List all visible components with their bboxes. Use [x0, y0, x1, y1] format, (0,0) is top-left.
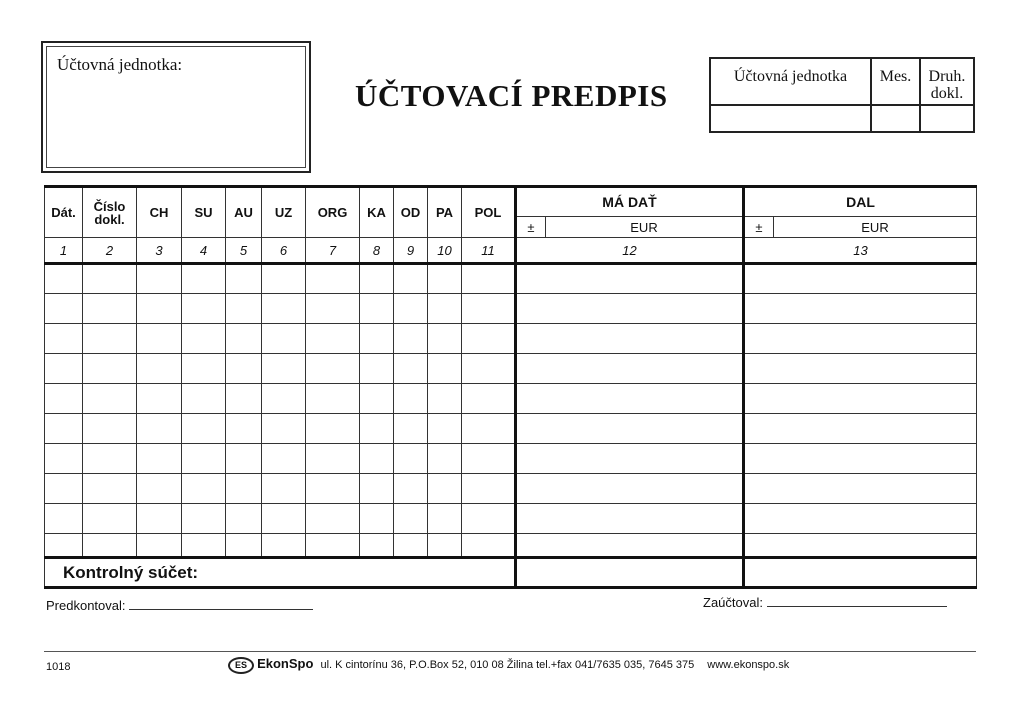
entry-cell[interactable] [394, 414, 428, 444]
entry-cell[interactable] [137, 264, 182, 294]
table-row [45, 414, 977, 444]
entry-cell[interactable] [428, 534, 462, 558]
table-row [45, 444, 977, 474]
unit-box-label: Účtovná jednotka: [57, 55, 183, 74]
header-table [709, 57, 975, 133]
signature-left-label: Predkontoval: [46, 598, 126, 613]
col-num-3: 3 [137, 238, 182, 264]
header-unit-label: Účtovná jednotka [710, 58, 871, 105]
entry-cell[interactable] [83, 474, 137, 504]
credit-currency: EUR [774, 217, 977, 238]
entry-cell[interactable] [83, 414, 137, 444]
entry-cell[interactable] [360, 444, 394, 474]
table-row [45, 294, 977, 324]
col-header-ka: KA [360, 187, 394, 238]
table-row [45, 324, 977, 354]
entry-cell[interactable] [306, 444, 360, 474]
entry-cell[interactable] [45, 384, 83, 414]
signature-right [703, 594, 947, 610]
col-num-1: 1 [45, 238, 83, 264]
entry-credit-cell[interactable] [744, 504, 977, 534]
col-header-pa: PA [428, 187, 462, 238]
control-sum-text: Kontrolný súčet: [63, 562, 199, 582]
entry-cell[interactable] [45, 324, 83, 354]
entry-credit-cell[interactable] [744, 444, 977, 474]
entry-cell[interactable] [306, 324, 360, 354]
entry-cell[interactable] [226, 384, 262, 414]
entry-cell[interactable] [262, 444, 306, 474]
entry-cell[interactable] [306, 294, 360, 324]
table-row [45, 534, 977, 558]
entry-credit-cell[interactable] [744, 414, 977, 444]
entry-cell[interactable] [83, 354, 137, 384]
header-month-field[interactable] [871, 105, 920, 132]
entry-credit-cell[interactable] [744, 324, 977, 354]
table-row [45, 264, 977, 294]
entry-debit-cell[interactable] [516, 414, 744, 444]
entry-cell[interactable] [83, 294, 137, 324]
entry-credit-cell[interactable] [744, 474, 977, 504]
entry-cell[interactable] [226, 264, 262, 294]
entry-cell[interactable] [262, 534, 306, 558]
entry-cell[interactable] [306, 504, 360, 534]
entry-cell[interactable] [45, 444, 83, 474]
entry-cell[interactable] [462, 264, 516, 294]
entry-cell[interactable] [83, 384, 137, 414]
entry-cell[interactable] [83, 264, 137, 294]
entry-cell[interactable] [182, 354, 226, 384]
entry-cell[interactable] [262, 354, 306, 384]
entry-cell[interactable] [394, 384, 428, 414]
entry-cell[interactable] [137, 534, 182, 558]
entry-cell[interactable] [262, 384, 306, 414]
entry-cell[interactable] [182, 294, 226, 324]
form-code: 1018 [46, 661, 71, 673]
entry-cell[interactable] [45, 534, 83, 558]
unit-box-frame [46, 46, 306, 168]
entry-cell[interactable] [262, 474, 306, 504]
entry-cell[interactable] [306, 264, 360, 294]
entry-cell[interactable] [226, 294, 262, 324]
entry-cell[interactable] [428, 294, 462, 324]
col-num-4: 4 [182, 238, 226, 264]
col-num-11: 11 [462, 238, 516, 264]
table-row [45, 504, 977, 534]
col-header-date: Dát. [45, 187, 83, 238]
debit-currency: EUR [546, 217, 744, 238]
entry-cell[interactable] [182, 534, 226, 558]
entry-cell[interactable] [45, 354, 83, 384]
entry-cell[interactable] [462, 534, 516, 558]
col-header-uz: UZ [262, 187, 306, 238]
col-num-2: 2 [83, 238, 137, 264]
entry-cell[interactable] [182, 504, 226, 534]
entry-cell[interactable] [428, 324, 462, 354]
entry-cell[interactable] [262, 324, 306, 354]
entry-cell[interactable] [428, 384, 462, 414]
entry-cell[interactable] [394, 444, 428, 474]
entry-cell[interactable] [360, 414, 394, 444]
entry-cell[interactable] [462, 324, 516, 354]
col-header-debit: MÁ DAŤ [516, 187, 744, 217]
col-num-6: 6 [262, 238, 306, 264]
entry-cell[interactable] [83, 324, 137, 354]
entry-cell[interactable] [394, 264, 428, 294]
entry-cell[interactable] [462, 444, 516, 474]
entry-cell[interactable] [262, 414, 306, 444]
header-unit-field[interactable] [710, 105, 871, 132]
entry-cell[interactable] [182, 414, 226, 444]
entry-cell[interactable] [137, 354, 182, 384]
entry-cell[interactable] [360, 534, 394, 558]
entry-cell[interactable] [45, 504, 83, 534]
col-header-pol: POL [462, 187, 516, 238]
control-sum-credit[interactable] [744, 558, 977, 588]
entry-cell[interactable] [137, 294, 182, 324]
entry-cell[interactable] [360, 354, 394, 384]
entry-cell[interactable] [462, 354, 516, 384]
entry-cell[interactable] [226, 354, 262, 384]
entry-cell[interactable] [226, 504, 262, 534]
col-header-au: AU [226, 187, 262, 238]
entry-cell[interactable] [226, 534, 262, 558]
entry-debit-cell[interactable] [516, 474, 744, 504]
entry-cell[interactable] [428, 504, 462, 534]
entry-cell[interactable] [182, 264, 226, 294]
entry-cell[interactable] [45, 294, 83, 324]
entry-cell[interactable] [45, 474, 83, 504]
entry-cell[interactable] [306, 384, 360, 414]
entry-cell[interactable] [83, 504, 137, 534]
debit-sign: ± [516, 217, 546, 238]
entry-cell[interactable] [394, 354, 428, 384]
entry-credit-cell[interactable] [744, 384, 977, 414]
col-header-org: ORG [306, 187, 360, 238]
entry-rows [45, 264, 977, 558]
col-num-9: 9 [394, 238, 428, 264]
entry-cell[interactable] [137, 444, 182, 474]
entry-cell[interactable] [182, 474, 226, 504]
entry-cell[interactable] [428, 474, 462, 504]
entry-cell[interactable] [360, 264, 394, 294]
entry-debit-cell[interactable] [516, 444, 744, 474]
entry-cell[interactable] [306, 414, 360, 444]
col-num-8: 8 [360, 238, 394, 264]
entry-debit-cell[interactable] [516, 354, 744, 384]
control-sum-debit[interactable] [516, 558, 744, 588]
footer-divider [44, 651, 976, 652]
signature-right-line[interactable] [767, 594, 947, 607]
entry-cell[interactable] [428, 354, 462, 384]
entry-cell[interactable] [462, 474, 516, 504]
entry-cell[interactable] [262, 504, 306, 534]
entry-cell[interactable] [394, 294, 428, 324]
entry-cell[interactable] [360, 294, 394, 324]
signature-left [46, 597, 313, 613]
ekonspo-logo-icon: ES [228, 657, 254, 674]
entry-cell[interactable] [137, 324, 182, 354]
entry-cell[interactable] [360, 384, 394, 414]
entry-cell[interactable] [137, 504, 182, 534]
signature-left-line[interactable] [129, 597, 313, 610]
entry-cell[interactable] [262, 294, 306, 324]
entry-cell[interactable] [306, 474, 360, 504]
entry-cell[interactable] [462, 504, 516, 534]
entry-debit-cell[interactable] [516, 264, 744, 294]
entry-cell[interactable] [137, 474, 182, 504]
entry-cell[interactable] [306, 534, 360, 558]
entry-cell[interactable] [360, 324, 394, 354]
entry-cell[interactable] [182, 324, 226, 354]
col-num-7: 7 [306, 238, 360, 264]
col-header-od: OD [394, 187, 428, 238]
col-header-credit: DAL [744, 187, 977, 217]
footer-info [228, 656, 789, 674]
col-num-12: 12 [516, 238, 744, 264]
company-address: ul. K cintorínu 36, P.O.Box 52, 010 08 Žilina tel.+fax 041/7635 035, 7645 375 [320, 659, 695, 671]
entry-cell[interactable] [182, 444, 226, 474]
page-title: ÚČTOVACÍ PREDPIS [355, 78, 668, 113]
entry-credit-cell[interactable] [744, 354, 977, 384]
entry-cell[interactable] [462, 294, 516, 324]
entry-debit-cell[interactable] [516, 384, 744, 414]
entry-cell[interactable] [137, 414, 182, 444]
entry-cell[interactable] [360, 474, 394, 504]
table-row [45, 474, 977, 504]
entry-cell[interactable] [137, 384, 182, 414]
entry-credit-cell[interactable] [744, 534, 977, 558]
entry-cell[interactable] [226, 474, 262, 504]
control-sum-label [45, 558, 516, 588]
entry-cell[interactable] [428, 414, 462, 444]
col-num-5: 5 [226, 238, 262, 264]
col-header-docnum: Číslo dokl. [83, 187, 137, 238]
entry-debit-cell[interactable] [516, 534, 744, 558]
header-doctype-field[interactable] [920, 105, 974, 132]
col-header-ch: CH [137, 187, 182, 238]
entry-debit-cell[interactable] [516, 504, 744, 534]
entry-debit-cell[interactable] [516, 324, 744, 354]
entry-credit-cell[interactable] [744, 264, 977, 294]
entry-cell[interactable] [182, 384, 226, 414]
company-website: www.ekonspo.sk [707, 659, 790, 671]
entry-cell[interactable] [226, 444, 262, 474]
col-header-su: SU [182, 187, 226, 238]
entry-cell[interactable] [45, 264, 83, 294]
accounting-table [44, 185, 977, 589]
col-num-13: 13 [744, 238, 977, 264]
entry-cell[interactable] [394, 534, 428, 558]
header-month-label: Mes. [871, 58, 920, 105]
entry-credit-cell[interactable] [744, 294, 977, 324]
credit-sign: ± [744, 217, 774, 238]
signature-right-label: Zaúčtoval: [703, 595, 763, 610]
entry-cell[interactable] [394, 324, 428, 354]
entry-cell[interactable] [83, 534, 137, 558]
unit-box[interactable] [41, 41, 311, 173]
entry-cell[interactable] [83, 444, 137, 474]
entry-cell[interactable] [306, 354, 360, 384]
entry-cell[interactable] [226, 414, 262, 444]
entry-cell[interactable] [360, 504, 394, 534]
entry-cell[interactable] [394, 474, 428, 504]
col-num-10: 10 [428, 238, 462, 264]
entry-cell[interactable] [428, 444, 462, 474]
entry-cell[interactable] [262, 264, 306, 294]
entry-cell[interactable] [462, 414, 516, 444]
entry-cell[interactable] [394, 504, 428, 534]
entry-cell[interactable] [428, 264, 462, 294]
entry-cell[interactable] [45, 414, 83, 444]
entry-debit-cell[interactable] [516, 294, 744, 324]
entry-cell[interactable] [226, 324, 262, 354]
header-doctype-label: Druh. dokl. [920, 58, 974, 105]
table-row [45, 354, 977, 384]
entry-cell[interactable] [462, 384, 516, 414]
brand-name: EkonSpo [257, 656, 314, 671]
table-row [45, 384, 977, 414]
